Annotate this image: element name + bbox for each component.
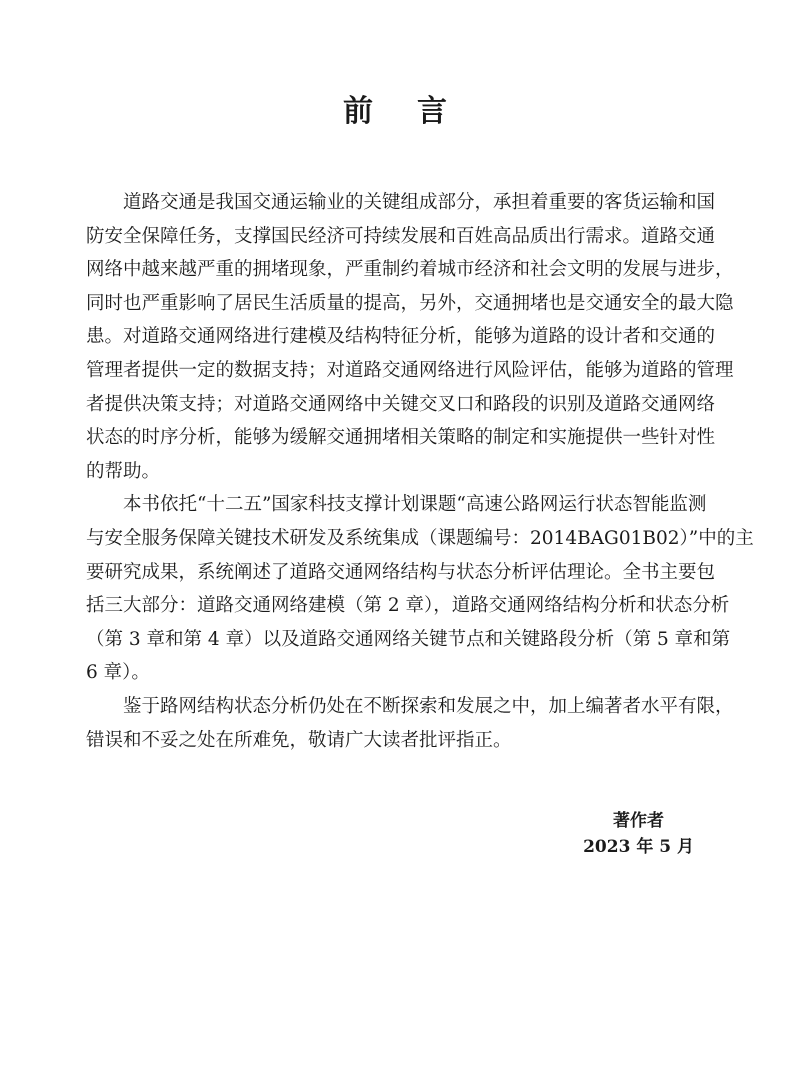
text-line: 网络中越来越严重的拥堵现象，严重制约着城市经济和社会文明的发展与进步，: [86, 259, 734, 281]
text-line: 防安全保障任务，支撑国民经济可持续发展和百姓高品质出行需求。道路交通: [86, 225, 716, 247]
signature-author: 著作者: [613, 811, 665, 831]
text-line: 管理者提供一定的数据支持；对道路交通网络进行风险评估，能够为道路的管理: [86, 359, 734, 381]
paragraph: [86, 488, 754, 690]
signature-block: [583, 808, 694, 860]
text-line: 者提供决策支持；对道路交通网络中关键交叉口和路段的识别及道路交通网络: [86, 393, 716, 415]
text-line: 的帮助。: [86, 460, 161, 482]
text-line: 括三大部分：道路交通网络建模（第 2 章），道路交通网络结构分析和状态分析: [86, 595, 730, 617]
paragraph: [86, 690, 734, 757]
paragraph: [86, 186, 734, 488]
text-line: 状态的时序分析，能够为缓解交通拥堵相关策略的制定和实施提供一些针对性: [86, 427, 716, 449]
text-line: 鉴于路网结构状态分析仍处在不断探索和发展之中，加上编著者水平有限，: [123, 695, 734, 717]
text-line: 同时也严重影响了居民生活质量的提高，另外，交通拥堵也是交通安全的最大隐: [86, 292, 734, 314]
text-line: 6 章）。: [86, 662, 150, 684]
text-line: 与安全服务保障关键技术研发及系统集成（课题编号：2014BAG01B02）”中的主: [86, 527, 754, 549]
text-line: （第 3 章和第 4 章）以及道路交通网络关键节点和关键路段分析（第 5 章和第: [86, 628, 731, 650]
page-title: 前言: [343, 94, 491, 129]
text-line: 道路交通是我国交通运输业的关键组成部分，承担着重要的客货运输和国: [123, 192, 716, 213]
text-line: 患。对道路交通网络进行建模及结构特征分析，能够为道路的设计者和交通的: [86, 326, 716, 348]
preface-body: [86, 186, 754, 757]
text-line: 错误和不妥之处在所难免，敬请广大读者批评指正。: [86, 729, 512, 751]
text-line: 本书依托“十二五”国家科技支撑计划课题“高速公路网运行状态智能监测: [123, 494, 707, 516]
text-line: 要研究成果，系统阐述了道路交通网络结构与状态分析评估理论。全书主要包: [86, 561, 716, 583]
signature-date: 2023 年 5 月: [583, 837, 694, 857]
